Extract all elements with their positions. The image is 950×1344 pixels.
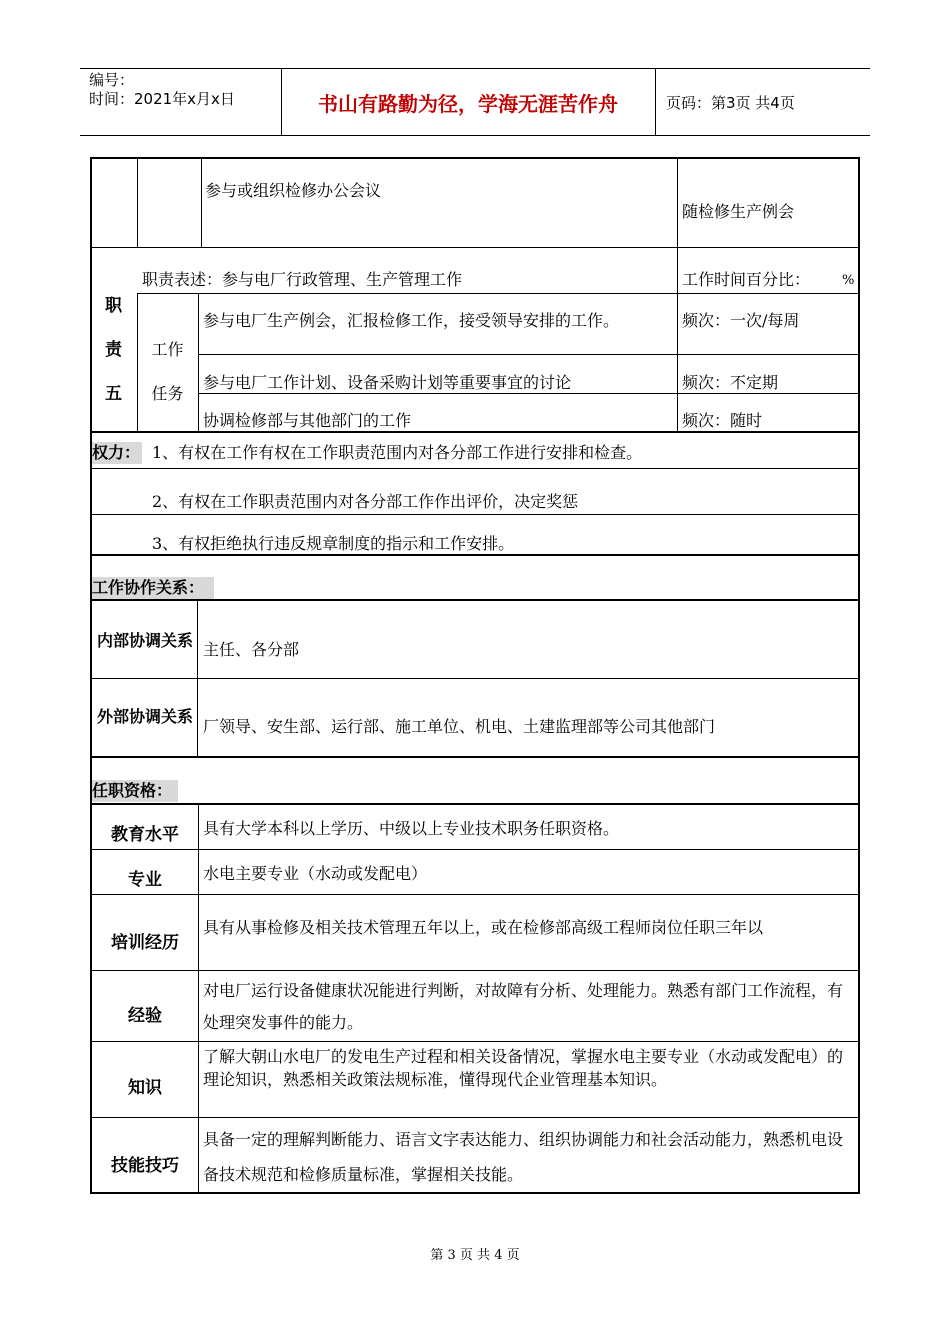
page-number-label: 页码：第3页 共4页	[666, 94, 795, 112]
duty-label-char-2: 责	[105, 340, 122, 360]
authority-item-2: 2、有权在工作职责范围内对各分部工作作出评价，决定奖惩	[152, 492, 579, 511]
knowledge-value: 了解大朝山水电厂的发电生产过程和相关设备情况，掌握水电主要专业（水动或发配电）的理论知识，熟悉相关政策法规标准，懂得现代企业管理基本知识。	[203, 1047, 844, 1089]
document-number-label: 编号：	[89, 71, 135, 89]
document-time-label: 时间：2021年x月x日	[89, 90, 235, 108]
education-label: 教育水平	[111, 825, 179, 845]
training-label: 培训经历	[111, 933, 179, 953]
task-1: 参与电厂生产例会，汇报检修工作，接受领导安排的工作。	[203, 311, 620, 330]
cooperation-title: 工作协作关系：	[92, 577, 214, 599]
qualification-title: 任职资格：	[92, 780, 178, 802]
duty-label-char-3: 五	[105, 384, 122, 404]
task-3-frequency: 频次：随时	[682, 411, 763, 430]
experience-label: 经验	[128, 1006, 162, 1026]
header-motto: 书山有路勤为径，学海无涯苦作舟	[318, 92, 618, 116]
work-task-label-2: 任务	[151, 384, 184, 403]
percent-sign: %	[842, 273, 855, 288]
internal-coordination-value: 主任、各分部	[203, 640, 300, 659]
authority-label: 权力：	[92, 443, 141, 462]
task-2-frequency: 频次：不定期	[682, 373, 779, 392]
internal-coordination-label: 内部协调关系	[96, 631, 193, 650]
time-percent-label: 工作时间百分比：	[682, 270, 811, 289]
work-task-label-1: 工作	[151, 340, 184, 359]
major-label: 专业	[128, 870, 162, 890]
task-2: 参与电厂工作计划、设备采购计划等重要事宜的讨论	[203, 373, 572, 392]
skills-value: 具备一定的理解判断能力、语言文字表达能力、组织协调能力和社会活动能力，熟悉机电设备技术规范和检修质量标准，掌握相关技能。	[203, 1130, 844, 1184]
task-3: 协调检修部与其他部门的工作	[203, 411, 412, 430]
external-coordination-value: 厂领导、安生部、运行部、施工单位、机电、土建监理部等公司其他部门	[203, 717, 716, 736]
training-value: 具有从事检修及相关技术管理五年以上，或在检修部高级工程师岗位任职三年以	[203, 918, 764, 937]
knowledge-label: 知识	[128, 1078, 162, 1098]
major-value: 水电主要专业（水动或发配电）	[203, 864, 428, 883]
meeting-frequency: 随检修生产例会	[682, 202, 795, 221]
skills-label: 技能技巧	[111, 1156, 179, 1176]
task-1-frequency: 频次：一次/每周	[682, 311, 800, 330]
page-footer: 第 3 页 共 4 页	[430, 1248, 520, 1263]
experience-value: 对电厂运行设备健康状况能进行判断，对故障有分析、处理能力。熟悉有部门工作流程，有处理突发事件的能力。	[203, 981, 844, 1032]
meeting-task: 参与或组织检修办公会议	[205, 181, 382, 200]
education-value: 具有大学本科以上学历、中级以上专业技术职务任职资格。	[203, 819, 620, 838]
authority-item-1: 1、有权在工作有权在工作职责范围内对各分部工作进行安排和检查。	[152, 443, 643, 462]
duty-label-char-1: 职	[105, 296, 122, 316]
external-coordination-label: 外部协调关系	[96, 707, 193, 726]
authority-item-3: 3、有权拒绝执行违反规章制度的指示和工作安排。	[152, 534, 515, 553]
duty-description: 职责表述：参与电厂行政管理、生产管理工作	[142, 270, 463, 289]
